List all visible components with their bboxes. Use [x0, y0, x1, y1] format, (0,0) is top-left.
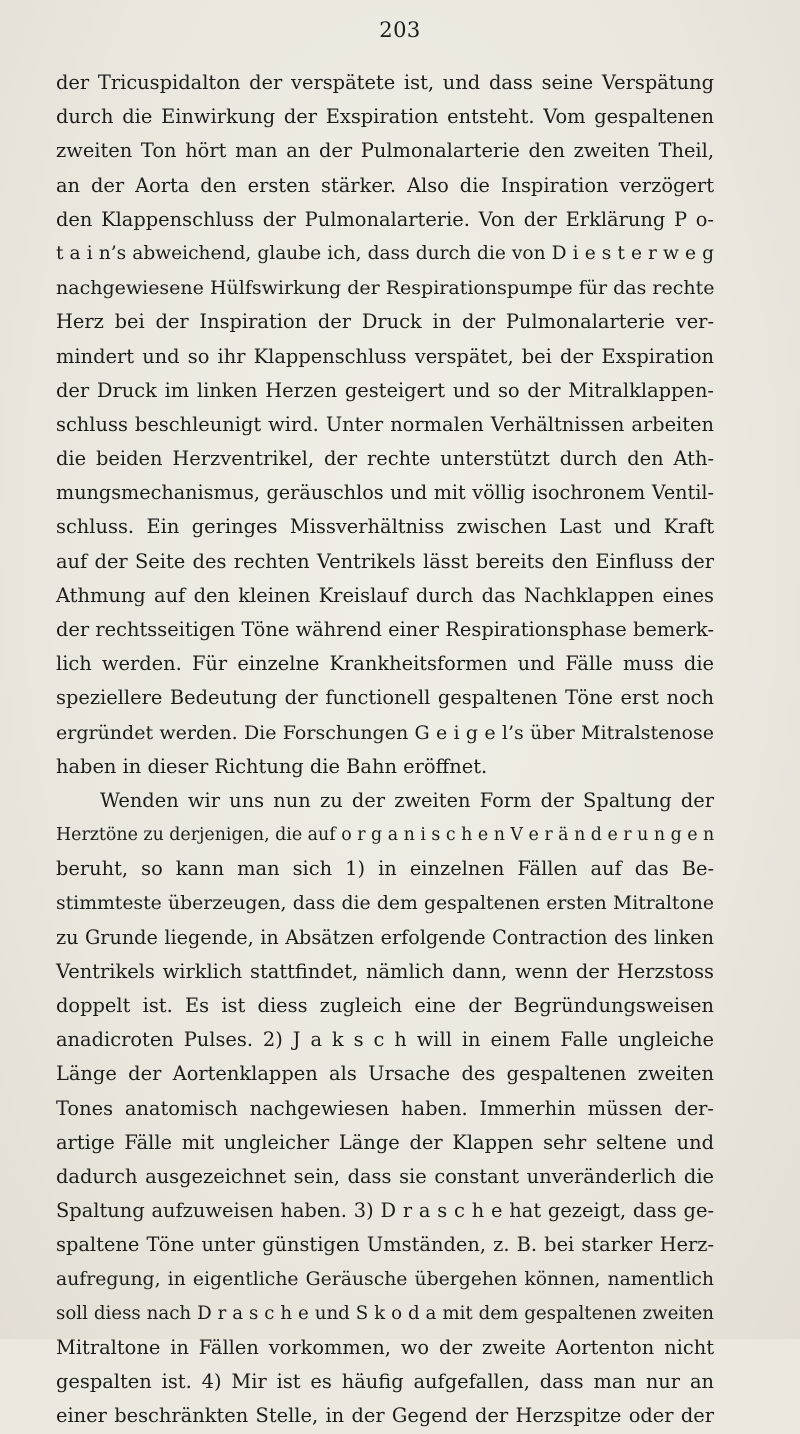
text-line: t a i n’s abweichend, glaube ich, dass durch die von D i e s t e r w e g — [56, 242, 714, 264]
text-line: zweiten Ton hört man an der Pulmonalarterie den zweiten Theil, — [56, 139, 714, 163]
text-line: Spaltung aufzuweisen haben. 3) D r a s c h e hat gezeigt, dass ge- — [56, 1199, 714, 1223]
text-line: zu Grunde liegende, in Absätzen erfolgende Contraction des linken — [56, 925, 714, 949]
text-line: einer beschränkten Stelle, in der Gegend der Herzspitze oder der — [56, 1404, 714, 1428]
text-line: anadicroten Pulses. 2) J a k s c h will in einem Falle ungleiche — [56, 1028, 714, 1052]
text-line: Mitraltone in Fällen vorkommen, wo der zweite Aortenton nicht — [56, 1335, 714, 1359]
text-line: mindert und so ihr Klappenschluss verspätet, bei der Exspiration — [56, 344, 714, 368]
text-line: dadurch ausgezeichnet sein, dass sie constant unveränderlich die — [56, 1165, 714, 1188]
text-line: stimmteste überzeugen, dass die dem gespaltenen ersten Mitraltone — [56, 892, 714, 914]
text-line: spaltene Töne unter günstigen Umständen, z. B. bei starker Herz- — [56, 1233, 714, 1257]
text-line: soll diess nach D r a s c h e und S k o d a mit dem gespaltenen zweiten — [56, 1302, 714, 1324]
text-line: doppelt ist. Es ist diess zugleich eine der Begründungsweisen — [56, 994, 714, 1018]
body-text — [56, 66, 714, 1434]
text-line: haben in dieser Richtung die Bahn eröffnet. — [56, 754, 488, 778]
text-line: schluss. Ein geringes Missverhältniss zwischen Last und Kraft — [56, 515, 714, 539]
text-line: aufregung, in eigentliche Geräusche übergehen können, namentlich — [56, 1268, 714, 1290]
text-line: der rechtsseitigen Töne während einer Respirationsphase bemerk- — [56, 618, 714, 641]
text-line: ergründet werden. Die Forschungen G e i g e l’s über Mitralstenose — [56, 721, 714, 744]
text-line: Wenden wir uns nun zu der zweiten Form der Spaltung der — [100, 788, 714, 812]
text-line: Athmung auf den kleinen Kreislauf durch das Nachklappen eines — [56, 583, 714, 607]
page-number: 203 — [379, 18, 421, 42]
text-line: der Druck im linken Herzen gesteigert und so der Mitralklappen- — [56, 378, 714, 402]
text-line: schluss beschleunigt wird. Unter normalen Verhältnissen arbeiten — [56, 412, 714, 436]
text-line: nachgewiesene Hülfswirkung der Respirationspumpe für das rechte — [56, 277, 715, 300]
text-line: auf der Seite des rechten Ventrikels lässt bereits den Einfluss der — [56, 549, 714, 573]
text-line: lich werden. Für einzelne Krankheitsformen und Fälle muss die — [56, 652, 714, 676]
text-line: an der Aorta den ersten stärker. Also die Inspiration verzögert — [56, 173, 714, 197]
text-line: speziellere Bedeutung der functionell gespaltenen Töne erst noch — [56, 686, 714, 710]
text-line: der Tricuspidalton der verspätete ist, und dass seine Verspätung — [56, 71, 714, 94]
text-line: gespalten ist. 4) Mir ist es häufig aufgefallen, dass man nur an — [56, 1370, 714, 1394]
text-line: Länge der Aortenklappen als Ursache des gespaltenen zweiten — [56, 1062, 714, 1086]
text-line: durch die Einwirkung der Exspiration entsteht. Vom gespaltenen — [56, 105, 714, 129]
text-line: Ventrikels wirklich stattfindet, nämlich dann, wenn der Herzstoss — [56, 959, 714, 983]
text-line: den Klappenschluss der Pulmonalarterie. Von der Erklärung P o- — [56, 207, 714, 231]
text-line: Herz bei der Inspiration der Druck in der Pulmonalarterie ver- — [56, 310, 714, 334]
text-line: Tones anatomisch nachgewiesen haben. Immerhin müssen der- — [56, 1096, 714, 1120]
text-line: Herztöne zu derjenigen, die auf o r g a n i s c h e n V e r ä n d e r u n g e n — [56, 825, 715, 846]
text-line: beruht, so kann man sich 1) in einzelnen Fällen auf das Be- — [56, 857, 714, 881]
text-line: artige Fälle mit ungleicher Länge der Klappen sehr seltene und — [56, 1130, 714, 1154]
text-line: mungsmechanismus, geräuschlos und mit völlig isochronem Ventil- — [56, 481, 714, 505]
text-line: die beiden Herzventrikel, der rechte unterstützt durch den Ath- — [56, 447, 714, 471]
